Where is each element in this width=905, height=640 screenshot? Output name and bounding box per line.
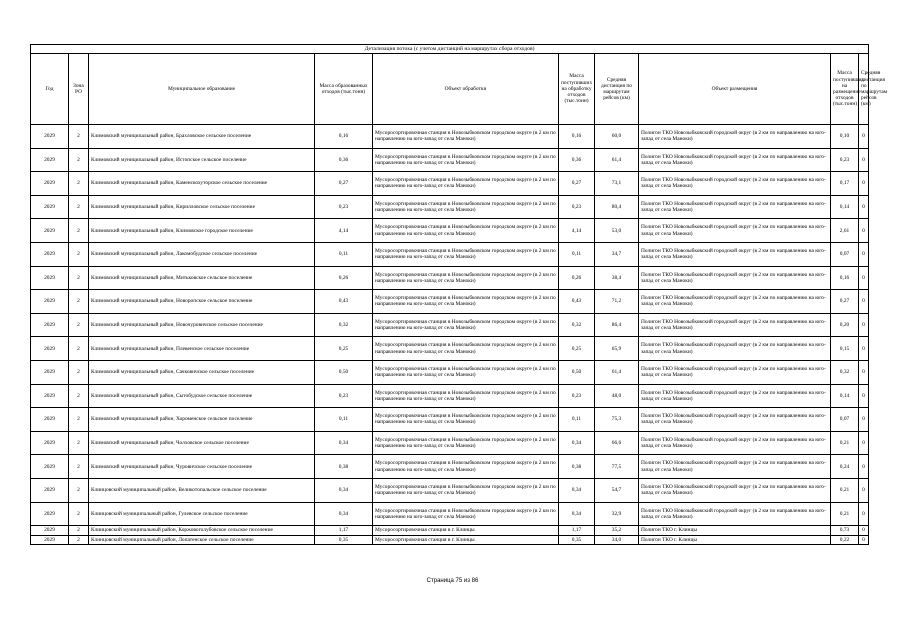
cell-processing-object: Мусоросортировочная станция в Новозыбковском городском округе (в 2 км по направлению на юго-запад от села Маноки): [373, 148, 559, 172]
cell-zone: 2: [69, 337, 89, 361]
cell-processing-object: Мусоросортировочная станция в Новозыбковском городском округе (в 2 км по направлению на юго-запад от села Маноки): [373, 219, 559, 243]
cell-processing-object: Мусоросортировочная станция в Новозыбковском городском округе (в 2 км по направлению на юго-запад от села Маноки): [373, 195, 559, 219]
cell-year: 2029: [31, 266, 69, 290]
table-row: [31, 478, 869, 502]
table-row: [31, 219, 869, 243]
header-zone: Зона РО: [69, 54, 89, 125]
cell-municipality: Климовский муниципальный район, Каменскохуторское сельское поселение: [89, 172, 315, 196]
cell-avg-distance-placement: 0: [859, 148, 869, 172]
table-row: [31, 172, 869, 196]
cell-avg-distance-placement: 0: [859, 125, 869, 149]
cell-processing-object: Мусоросортировочная станция в Новозыбковском городском округе (в 2 км по направлению на юго-запад от села Маноки): [373, 313, 559, 337]
cell-avg-distance-processing: 77,5: [595, 455, 639, 479]
cell-municipality: Климовский муниципальный район, Лакомобудское сельское поселение: [89, 242, 315, 266]
cell-placement-object: Полигон ТКО Новозыбковский городской округ (в 2 км по направлению на юго-запад от села Маноки): [639, 219, 831, 243]
table-caption: Детализация потока (с учетом дистанций на маршрутах сбора отходов): [31, 45, 869, 54]
cell-zone: 2: [69, 148, 89, 172]
cell-placement-object: Полигон ТКО Новозыбковский городской округ (в 2 км по направлению на юго-запад от села Маноки): [639, 290, 831, 314]
header-year: Год: [31, 54, 69, 125]
cell-year: 2029: [31, 148, 69, 172]
cell-municipality: Климовский муниципальный район, Климовское городское поселение: [89, 219, 315, 243]
table-row: [31, 195, 869, 219]
cell-municipality: Клинцовский муниципальный район, Коржовоголубовское сельское поселение: [89, 526, 315, 536]
cell-year: 2029: [31, 478, 69, 502]
cell-year: 2029: [31, 337, 69, 361]
cell-avg-distance-processing: 66,6: [595, 431, 639, 455]
cell-avg-distance-placement: 0: [859, 313, 869, 337]
cell-processing-object: Мусоросортировочная станция в г. Клинцы: [373, 526, 559, 536]
cell-mass-to-placement: 0,21: [831, 431, 859, 455]
cell-avg-distance-placement: 0: [859, 431, 869, 455]
cell-year: 2029: [31, 455, 69, 479]
cell-year: 2029: [31, 290, 69, 314]
cell-mass-to-processing: 0,34: [559, 431, 595, 455]
cell-mass-to-placement: 0,23: [831, 148, 859, 172]
cell-zone: 2: [69, 195, 89, 219]
cell-zone: 2: [69, 266, 89, 290]
cell-placement-object: Полигон ТКО Новозыбковский городской округ (в 2 км по направлению на юго-запад от села Маноки): [639, 148, 831, 172]
cell-mass-to-processing: 0,23: [559, 384, 595, 408]
table-row: [31, 431, 869, 455]
cell-year: 2029: [31, 125, 69, 149]
cell-processing-object: Мусоросортировочная станция в г. Клинцы: [373, 535, 559, 545]
cell-avg-distance-placement: 0: [859, 526, 869, 536]
cell-mass-to-processing: 0,34: [559, 502, 595, 526]
header-placement-object: Объект размещения: [639, 54, 831, 125]
cell-year: 2029: [31, 431, 69, 455]
document-page: [30, 44, 888, 545]
cell-mass-to-processing: 0,32: [559, 313, 595, 337]
cell-processing-object: Мусоросортировочная станция в Новозыбковском городском округе (в 2 км по направлению на юго-запад от села Маноки): [373, 408, 559, 432]
cell-mass-to-processing: 0,35: [559, 535, 595, 545]
cell-municipality: Климовский муниципальный район, Хороменское сельское поселение: [89, 408, 315, 432]
cell-mass-to-placement: 0,10: [831, 125, 859, 149]
cell-avg-distance-placement: 0: [859, 172, 869, 196]
cell-mass-formed: 0,43: [315, 290, 373, 314]
cell-mass-to-placement: 0,27: [831, 290, 859, 314]
cell-year: 2029: [31, 535, 69, 545]
cell-zone: 2: [69, 172, 89, 196]
cell-year: 2029: [31, 502, 69, 526]
cell-avg-distance-placement: 0: [859, 455, 869, 479]
cell-mass-formed: 1,17: [315, 526, 373, 536]
cell-avg-distance-processing: 61,4: [595, 148, 639, 172]
cell-municipality: Климовский муниципальный район, Плевенское сельское поселение: [89, 337, 315, 361]
cell-placement-object: Полигон ТКО Новозыбковский городской округ (в 2 км по направлению на юго-запад от села Маноки): [639, 360, 831, 384]
cell-avg-distance-placement: 0: [859, 360, 869, 384]
table-row: [31, 455, 869, 479]
cell-mass-to-placement: 0,22: [831, 535, 859, 545]
cell-municipality: Клинцовский муниципальный район, Лопатенское сельское поселение: [89, 535, 315, 545]
cell-municipality: Климовский муниципальный район, Кирилловское сельское поселение: [89, 195, 315, 219]
cell-mass-to-placement: 2,61: [831, 219, 859, 243]
cell-mass-to-processing: 0,27: [559, 172, 595, 196]
page-number: Страница 75 из 86: [426, 578, 479, 584]
table-row: [31, 313, 869, 337]
cell-avg-distance-processing: 38,4: [595, 266, 639, 290]
cell-mass-to-processing: 0,11: [559, 408, 595, 432]
cell-mass-formed: 0,34: [315, 502, 373, 526]
cell-municipality: Климовский муниципальный район, Сачковичское сельское поселение: [89, 360, 315, 384]
cell-mass-to-processing: 1,17: [559, 526, 595, 536]
cell-avg-distance-processing: 71,2: [595, 290, 639, 314]
cell-mass-to-placement: 0,21: [831, 502, 859, 526]
header-mass-to-placement: Масса поступивших на размещение отходов (тыс.тонн): [831, 54, 859, 125]
cell-municipality: Климовский муниципальный район, Новочуровичское сельское поселение: [89, 313, 315, 337]
cell-mass-to-processing: 0,34: [559, 478, 595, 502]
cell-year: 2029: [31, 219, 69, 243]
cell-mass-to-processing: 0,36: [559, 148, 595, 172]
cell-avg-distance-processing: 60,0: [595, 125, 639, 149]
cell-year: 2029: [31, 172, 69, 196]
table-row: [31, 266, 869, 290]
cell-mass-to-placement: 0,21: [831, 478, 859, 502]
cell-year: 2029: [31, 384, 69, 408]
header-avg-distance-placement: Средняя дистанция по маршрутам рейсов (км): [859, 54, 869, 125]
cell-avg-distance-processing: 32,9: [595, 502, 639, 526]
cell-zone: 2: [69, 526, 89, 536]
cell-mass-to-placement: 0,07: [831, 242, 859, 266]
cell-avg-distance-processing: 53,0: [595, 219, 639, 243]
cell-avg-distance-processing: 80,4: [595, 195, 639, 219]
table-row: [31, 502, 869, 526]
cell-placement-object: Полигон ТКО Новозыбковский городской округ (в 2 км по направлению на юго-запад от села Маноки): [639, 242, 831, 266]
table-row: [31, 384, 869, 408]
cell-zone: 2: [69, 535, 89, 545]
cell-mass-to-processing: 0,26: [559, 266, 595, 290]
cell-municipality: Климовский муниципальный район, Истопское сельское поселение: [89, 148, 315, 172]
cell-avg-distance-processing: 75,3: [595, 408, 639, 432]
table-row: [31, 242, 869, 266]
cell-processing-object: Мусоросортировочная станция в Новозыбковском городском округе (в 2 км по направлению на юго-запад от села Маноки): [373, 172, 559, 196]
cell-avg-distance-placement: 0: [859, 219, 869, 243]
cell-municipality: Клинцовский муниципальный район, Великотопальское сельское поселение: [89, 478, 315, 502]
cell-zone: 2: [69, 242, 89, 266]
cell-year: 2029: [31, 360, 69, 384]
cell-placement-object: Полигон ТКО Новозыбковский городской округ (в 2 км по направлению на юго-запад от села Маноки): [639, 195, 831, 219]
cell-year: 2029: [31, 195, 69, 219]
cell-mass-formed: 0,34: [315, 431, 373, 455]
cell-zone: 2: [69, 360, 89, 384]
cell-mass-formed: 0,27: [315, 172, 373, 196]
cell-placement-object: Полигон ТКО Новозыбковский городской округ (в 2 км по направлению на юго-запад от села Маноки): [639, 337, 831, 361]
cell-placement-object: Полигон ТКО Новозыбковский городской округ (в 2 км по направлению на юго-запад от села Маноки): [639, 384, 831, 408]
cell-zone: 2: [69, 125, 89, 149]
cell-mass-to-processing: 0,38: [559, 455, 595, 479]
cell-zone: 2: [69, 408, 89, 432]
cell-municipality: Климовский муниципальный район, Чолховское сельское поселение: [89, 431, 315, 455]
cell-processing-object: Мусоросортировочная станция в Новозыбковском городском округе (в 2 км по направлению на юго-запад от села Маноки): [373, 384, 559, 408]
cell-municipality: Климовский муниципальный район, Чуровичское сельское поселение: [89, 455, 315, 479]
cell-avg-distance-processing: 34,7: [595, 242, 639, 266]
cell-placement-object: Полигон ТКО г. Клинцы: [639, 526, 831, 536]
cell-zone: 2: [69, 478, 89, 502]
cell-mass-to-processing: 0,23: [559, 195, 595, 219]
cell-municipality: Климовский муниципальный район, Митьковское сельское поселение: [89, 266, 315, 290]
cell-mass-formed: 0,34: [315, 478, 373, 502]
table-row: [31, 337, 869, 361]
cell-avg-distance-placement: 0: [859, 242, 869, 266]
cell-avg-distance-processing: 54,7: [595, 478, 639, 502]
cell-processing-object: Мусоросортировочная станция в Новозыбковском городском округе (в 2 км по направлению на юго-запад от села Маноки): [373, 125, 559, 149]
cell-zone: 2: [69, 431, 89, 455]
cell-placement-object: Полигон ТКО Новозыбковский городской округ (в 2 км по направлению на юго-запад от села Маноки): [639, 502, 831, 526]
cell-mass-to-processing: 0,25: [559, 337, 595, 361]
cell-mass-formed: 0,23: [315, 384, 373, 408]
cell-mass-to-placement: 0,17: [831, 172, 859, 196]
cell-placement-object: Полигон ТКО Новозыбковский городской округ (в 2 км по направлению на юго-запад от села Маноки): [639, 172, 831, 196]
table-row: [31, 125, 869, 149]
cell-mass-formed: 0,23: [315, 195, 373, 219]
cell-processing-object: Мусоросортировочная станция в Новозыбковском городском округе (в 2 км по направлению на юго-запад от села Маноки): [373, 290, 559, 314]
cell-mass-to-placement: 0,14: [831, 384, 859, 408]
cell-avg-distance-processing: 73,1: [595, 172, 639, 196]
cell-avg-distance-placement: 0: [859, 478, 869, 502]
table-row: [31, 360, 869, 384]
cell-mass-formed: 0,50: [315, 360, 373, 384]
cell-processing-object: Мусоросортировочная станция в Новозыбковском городском округе (в 2 км по направлению на юго-запад от села Маноки): [373, 337, 559, 361]
cell-mass-to-placement: 0,16: [831, 266, 859, 290]
header-municipality: Муниципальное образование: [89, 54, 315, 125]
waste-flow-table: [30, 44, 888, 545]
cell-mass-formed: 0,16: [315, 125, 373, 149]
cell-placement-object: Полигон ТКО г. Клинцы: [639, 535, 831, 545]
table-row: [31, 526, 869, 536]
cell-avg-distance-processing: 61,4: [595, 360, 639, 384]
cell-mass-to-placement: 0,07: [831, 408, 859, 432]
cell-avg-distance-processing: 35,2: [595, 526, 639, 536]
cell-year: 2029: [31, 242, 69, 266]
cell-mass-formed: 0,32: [315, 313, 373, 337]
cell-avg-distance-placement: 0: [859, 266, 869, 290]
cell-year: 2029: [31, 408, 69, 432]
cell-mass-to-processing: 0,50: [559, 360, 595, 384]
cell-avg-distance-placement: 0: [859, 195, 869, 219]
cell-mass-formed: 0,11: [315, 408, 373, 432]
cell-processing-object: Мусоросортировочная станция в Новозыбковском городском округе (в 2 км по направлению на юго-запад от села Маноки): [373, 431, 559, 455]
cell-mass-formed: 0,26: [315, 266, 373, 290]
cell-avg-distance-placement: 0: [859, 384, 869, 408]
cell-mass-to-processing: 0,43: [559, 290, 595, 314]
cell-mass-to-placement: 0,14: [831, 195, 859, 219]
cell-year: 2029: [31, 313, 69, 337]
cell-zone: 2: [69, 219, 89, 243]
cell-placement-object: Полигон ТКО Новозыбковский городской округ (в 2 км по направлению на юго-запад от села Маноки): [639, 125, 831, 149]
cell-mass-formed: 0,11: [315, 242, 373, 266]
cell-zone: 2: [69, 290, 89, 314]
cell-processing-object: Мусоросортировочная станция в Новозыбковском городском округе (в 2 км по направлению на юго-запад от села Маноки): [373, 478, 559, 502]
cell-mass-formed: 0,36: [315, 148, 373, 172]
cell-mass-to-placement: 0,24: [831, 455, 859, 479]
cell-mass-formed: 0,25: [315, 337, 373, 361]
cell-municipality: Климовский муниципальный район, Сытобудское сельское поселение: [89, 384, 315, 408]
cell-zone: 2: [69, 313, 89, 337]
cell-placement-object: Полигон ТКО Новозыбковский городской округ (в 2 км по направлению на юго-запад от села Маноки): [639, 313, 831, 337]
cell-mass-to-placement: 0,15: [831, 337, 859, 361]
cell-processing-object: Мусоросортировочная станция в Новозыбковском городском округе (в 2 км по направлению на юго-запад от села Маноки): [373, 502, 559, 526]
cell-avg-distance-placement: 0: [859, 290, 869, 314]
cell-mass-to-placement: 0,73: [831, 526, 859, 536]
cell-processing-object: Мусоросортировочная станция в Новозыбковском городском округе (в 2 км по направлению на юго-запад от села Маноки): [373, 266, 559, 290]
cell-avg-distance-processing: 86,4: [595, 313, 639, 337]
cell-mass-to-processing: 0,16: [559, 125, 595, 149]
cell-avg-distance-processing: 65,9: [595, 337, 639, 361]
cell-placement-object: Полигон ТКО Новозыбковский городской округ (в 2 км по направлению на юго-запад от села Маноки): [639, 455, 831, 479]
table-row: [31, 148, 869, 172]
cell-processing-object: Мусоросортировочная станция в Новозыбковском городском округе (в 2 км по направлению на юго-запад от села Маноки): [373, 242, 559, 266]
header-mass-to-processing: Масса поступивших на обработку отходов (тыс.тонн): [559, 54, 595, 125]
cell-processing-object: Мусоросортировочная станция в Новозыбковском городском округе (в 2 км по направлению на юго-запад от села Маноки): [373, 360, 559, 384]
cell-avg-distance-processing: 48,0: [595, 384, 639, 408]
cell-placement-object: Полигон ТКО Новозыбковский городской округ (в 2 км по направлению на юго-запад от села Маноки): [639, 266, 831, 290]
header-mass-formed: Масса образованных отходов (тыс.тонн): [315, 54, 373, 125]
cell-mass-formed: 0,35: [315, 535, 373, 545]
cell-placement-object: Полигон ТКО Новозыбковский городской округ (в 2 км по направлению на юго-запад от села Маноки): [639, 408, 831, 432]
cell-avg-distance-processing: 34,0: [595, 535, 639, 545]
cell-avg-distance-placement: 0: [859, 535, 869, 545]
cell-mass-to-placement: 0,20: [831, 313, 859, 337]
cell-zone: 2: [69, 502, 89, 526]
table-row: [31, 535, 869, 545]
header-processing-object: Объект обработки: [373, 54, 559, 125]
cell-processing-object: Мусоросортировочная станция в Новозыбковском городском округе (в 2 км по направлению на юго-запад от села Маноки): [373, 455, 559, 479]
cell-mass-formed: 0,38: [315, 455, 373, 479]
cell-mass-formed: 4,14: [315, 219, 373, 243]
cell-year: 2029: [31, 526, 69, 536]
table-row: [31, 408, 869, 432]
cell-municipality: Климовский муниципальный район, Брахловское сельское поселение: [89, 125, 315, 149]
cell-municipality: Клинцовский муниципальный район, Гулевское сельское поселение: [89, 502, 315, 526]
cell-mass-to-processing: 4,14: [559, 219, 595, 243]
cell-zone: 2: [69, 384, 89, 408]
cell-avg-distance-placement: 0: [859, 337, 869, 361]
cell-mass-to-placement: 0,32: [831, 360, 859, 384]
cell-mass-to-processing: 0,11: [559, 242, 595, 266]
cell-avg-distance-placement: 0: [859, 408, 869, 432]
header-avg-distance-processing: Средняя дистанция по маршрутам рейсов (км): [595, 54, 639, 125]
cell-placement-object: Полигон ТКО Новозыбковский городской округ (в 2 км по направлению на юго-запад от села Маноки): [639, 478, 831, 502]
cell-placement-object: Полигон ТКО Новозыбковский городской округ (в 2 км по направлению на юго-запад от села Маноки): [639, 431, 831, 455]
cell-zone: 2: [69, 455, 89, 479]
table-row: [31, 290, 869, 314]
cell-municipality: Климовский муниципальный район, Новоропское сельское поселение: [89, 290, 315, 314]
cell-avg-distance-placement: 0: [859, 502, 869, 526]
